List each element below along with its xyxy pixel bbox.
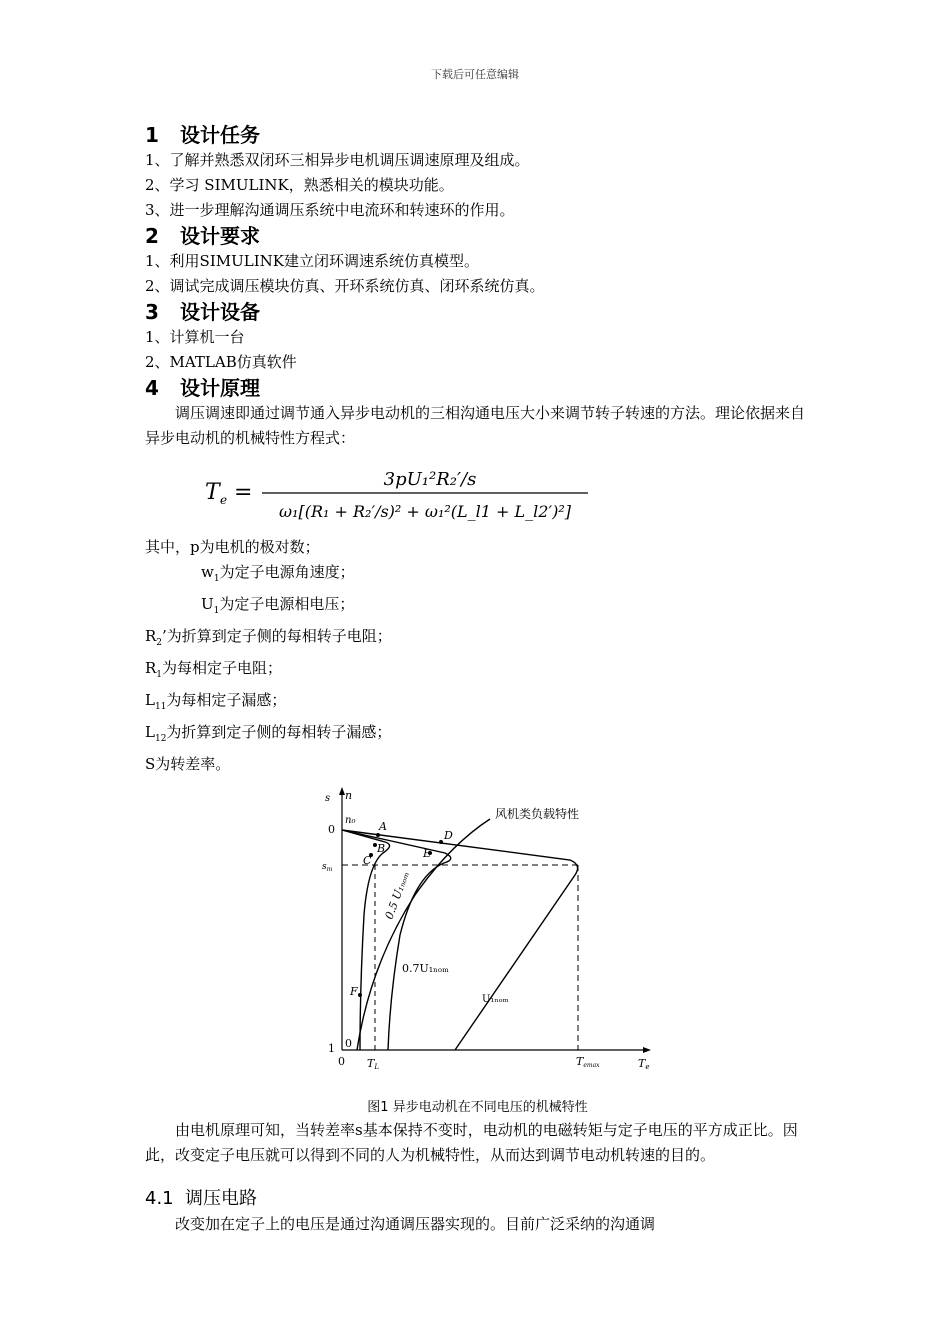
list-item: 1、利用SIMULINK建立闭环调速系统仿真模型。: [145, 252, 479, 270]
one-label: 1: [328, 1042, 335, 1055]
section-3-heading: 3 设计设备: [145, 300, 260, 324]
formula-equals: =: [234, 480, 253, 505]
Temax-label: Temax: [576, 1055, 600, 1069]
formula-graphic: [200, 455, 620, 529]
def-l11: $L_{11}$为每相定子漏感；: [145, 691, 287, 712]
section-4-heading: 4 设计原理: [145, 376, 260, 400]
figure-1: [145, 785, 810, 1090]
subsection-4-1-heading: 4.1 调压电路: [145, 1188, 257, 1209]
page-header: 下载后可任意编辑: [431, 68, 519, 81]
section-1-heading: 1 设计任务: [145, 123, 260, 147]
curve-U1nom: [342, 830, 578, 1050]
section-4-intro: 调压调速即通过调节通入异步电动机的三相沟通电压大小来调节转子转速的方法。理论依据来自异步电动机的机械特性方程式：: [145, 404, 806, 447]
x-axis-arrow: [643, 1047, 651, 1053]
def-r1: $R_1$为每相定子电阻；: [145, 659, 283, 680]
zero-top-label: 0: [328, 823, 335, 836]
n0-label: n₀: [345, 815, 356, 826]
zero-origin-label: 0: [345, 1037, 352, 1050]
point-F: [358, 993, 362, 997]
point-D: [439, 840, 443, 844]
label-F: F: [350, 985, 358, 998]
label-B: B: [377, 842, 386, 855]
formula-lhs: T: [205, 480, 220, 505]
Te-label: Te: [638, 1057, 650, 1071]
s-axis-label: s: [325, 793, 331, 804]
label-E: E: [423, 847, 432, 860]
list-item: 1、了解并熟悉双闭环三相异步电机调压调速原理及组成。: [145, 151, 530, 169]
u05-label: 0.5 U₁ₙₒₘ: [382, 869, 412, 922]
paragraph-last: 改变加在定子上的电压是通过沟通调压器实现的。目前广泛采纳的沟通调: [175, 1215, 656, 1233]
def-s: S为转差率。: [145, 755, 231, 773]
u07-label: 0.7U₁ₙₒₘ: [402, 962, 449, 975]
curve-0.7U1nom: [342, 830, 451, 1050]
section-2-heading: 2 设计要求: [145, 224, 260, 248]
u1-label: U₁ₙₒₘ: [482, 994, 509, 1005]
list-item: 3、进一步理解沟通调压系统中电流环和转速环的作用。: [145, 201, 515, 219]
def-w1: $w_1$为定子电源角速度；: [201, 563, 355, 584]
def-r2: $R_2$’为折算到定子侧的每相转子电阻；: [145, 627, 392, 648]
fan-load-label: 风机类负载特性: [495, 807, 580, 821]
zero-x-label: 0: [338, 1055, 345, 1068]
document-body: [145, 122, 810, 1237]
TL-label: TL: [367, 1057, 379, 1071]
list-item: 2、调试完成调压模块仿真、开环系统仿真、闭环系统仿真。: [145, 277, 545, 295]
paragraph-after-figure: 由电机原理可知，当转差率s基本保持不变时，电动机的电磁转矩与定子电压的平方成正比。因此，改变定子电压就可以得到不同的人为机械特性，从而达到调节电动机转速的目的。: [145, 1121, 798, 1164]
label-D: D: [444, 829, 453, 842]
label-C: C: [363, 854, 372, 867]
def-u1: $U_1$为定子电源相电压；: [201, 595, 355, 616]
torque-formula: [145, 455, 810, 529]
label-A: A: [379, 820, 387, 833]
n-axis-label: n: [345, 789, 353, 802]
formula-lhs-sub: e: [220, 493, 228, 507]
sm-label: $s_m$: [322, 862, 333, 873]
def-l12: $L_{12}$为折算到定子侧的每相转子漏感；: [145, 723, 392, 744]
formula-numerator: 3pU₁²R₂′/s: [383, 469, 477, 490]
list-item: 1、计算机一台: [145, 328, 245, 346]
list-item: 2、MATLAB仿真软件: [145, 353, 297, 371]
def-p: 其中，p为电机的极对数；: [145, 538, 320, 556]
figure-caption: 图1 异步电动机在不同电压的机械特性: [367, 1100, 588, 1115]
list-item: 2、学习 SIMULINK，熟悉相关的模块功能。: [145, 176, 454, 194]
point-A: [376, 833, 380, 837]
mechanical-characteristics-chart: [320, 785, 670, 1085]
formula-denominator: ω₁[(R₁ + R₂′/s)² + ω₁²(L_l1 + L_l2′)²]: [279, 502, 571, 521]
